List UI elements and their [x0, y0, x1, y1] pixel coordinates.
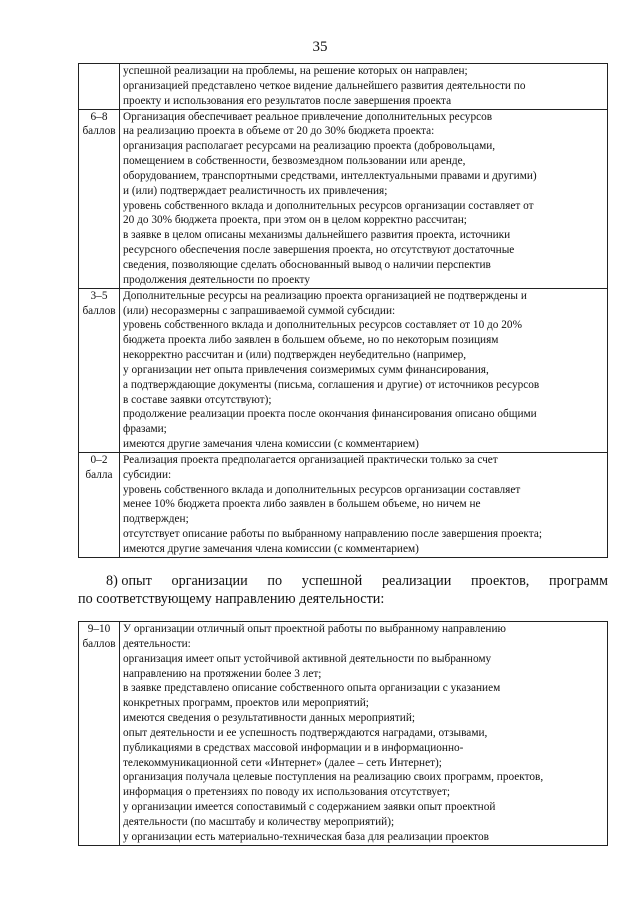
criteria-text-line: и (или) подтверждает реалистичность их привлечения; [123, 184, 388, 197]
criteria-text-line: имеются другие замечания члена комиссии (с комментарием) [123, 543, 419, 555]
criteria-text-line: на реализацию проекта в объеме от 20 до 30% бюджета проекта: [123, 125, 435, 138]
criteria-text-line: организация располагает ресурсами на реализацию проекта (добровольцами, [123, 140, 496, 153]
score-cell [79, 64, 120, 110]
criteria-description-cell [120, 109, 608, 288]
criteria-text-line: продолжения деятельности по проекту [123, 273, 310, 286]
criteria-text-line: уровень собственного вклада и дополнительных ресурсов организации составляет от [123, 199, 534, 212]
criteria-text-line: публикациями в средствах массовой информации и в информационно- [123, 741, 464, 754]
criteria-text-line: субсидии: [123, 468, 172, 481]
section-heading-word: по [267, 573, 283, 589]
criteria-text-line: в заявке представлено описание собственного опыта организации с указанием [123, 682, 501, 695]
criteria-text-line: ресурсного обеспечения после завершения проекта, но отсутствуют достаточные [123, 244, 515, 257]
criteria-row [79, 622, 608, 846]
criteria-text-line: информация о претензиях по поводу их использования отсутствует; [123, 786, 451, 799]
criteria-text-line: у организации есть материально-техническая база для реализации проектов [123, 830, 489, 843]
criteria-text-line: успешной реализации на проблемы, на решение которых он направлен; [123, 65, 468, 77]
section-heading-word: проектов, [471, 573, 530, 589]
criteria-text-line: 20 до 30% бюджета проекта, при этом он в целом корректно рассчитан; [123, 214, 467, 227]
criteria-text-line: подтвержден; [123, 513, 189, 526]
criteria-text-line: конкретных программ, проектов или мероприятий; [123, 697, 369, 710]
criteria-text-line: Организация обеспечивает реальное привлечение дополнительных ресурсов [123, 110, 493, 123]
criteria-text-line: сведения, позволяющие сделать обоснованный вывод о наличии перспектив [123, 258, 491, 271]
criteria-description-cell [120, 288, 608, 452]
score-text: баллов [82, 125, 116, 138]
criteria-text-line: (или) несоразмерны с запрашиваемой суммой субсидии: [123, 304, 396, 317]
criteria-description-cell [120, 64, 608, 110]
criteria-row [79, 288, 608, 452]
criteria-text-line: направлению на протяжении более 3 лет; [123, 667, 322, 680]
criteria-text-line: деятельности: [123, 637, 191, 650]
section-heading-word: реализации [381, 573, 452, 589]
criteria-text-line: организацией представлено четкое видение дальнейшего развития деятельности по [123, 79, 526, 92]
score-text: 0–2 [90, 453, 108, 466]
page-number: 35 [312, 39, 328, 55]
section-heading-line2: по соответствующему направлению деятельности: [78, 591, 385, 607]
score-cell [79, 622, 120, 846]
criteria-text-line: продолжение реализации проекта после окончания финансирования описано общими [123, 408, 537, 421]
criteria-text-line: фразами; [123, 423, 167, 436]
criteria-text-line: некорректно рассчитан и (или) подтвержден неубедительно (например, [123, 349, 467, 362]
criteria-text-line: уровень собственного вклада и дополнительных ресурсов составляет от 10 до 20% [123, 319, 522, 332]
criteria-description-cell [120, 622, 608, 846]
criteria-text-line: отсутствует описание работы по выбранному направлению после завершения проекта; [123, 528, 542, 541]
section-heading-word: 8) опыт [106, 573, 152, 589]
section-heading-line1 [78, 572, 608, 590]
section-heading-word: успешной [301, 573, 363, 589]
score-cell [79, 288, 120, 452]
criteria-text-line: организация имеет опыт устойчивой активной деятельности по выбранному [123, 652, 492, 665]
criteria-text-line: имеются сведения о результативности данных мероприятий; [123, 712, 416, 725]
score-text: 9–10 [87, 623, 111, 635]
criteria-text-line: организация получала целевые поступления на реализацию своих программ, проектов, [123, 771, 544, 784]
criteria-text-line: а подтверждающие документы (письма, соглашения и другие) от источников ресурсов [123, 378, 540, 391]
criteria-text-line: опыт деятельности и ее успешность подтверждаются наградами, отзывами, [123, 726, 488, 739]
score-text: 6–8 [90, 110, 108, 123]
criteria-text-line: оборудованием, транспортными средствами, интеллектуальными правами и другими) [123, 169, 537, 182]
score-cell [79, 109, 120, 288]
criteria-text-line: деятельности (по масштабу и количеству мероприятий); [123, 815, 395, 828]
criteria-text-line: уровень собственного вклада и дополнительных ресурсов организации составляет [123, 483, 521, 496]
criteria-text-line: У организации отличный опыт проектной работы по выбранному направлению [123, 623, 506, 635]
criteria-text-line: в заявке в целом описаны механизмы дальнейшего развития проекта, источники [123, 229, 511, 242]
criteria-text-line: проекту и использования его результатов после завершения проекта [123, 94, 452, 107]
section-heading-word: программ [549, 573, 608, 589]
criteria-row [79, 452, 608, 557]
criteria-text-line: у организации нет опыта привлечения соизмеримых сумм финансирования, [123, 363, 489, 376]
criteria-table-body [79, 64, 608, 558]
score-text: баллов [82, 304, 116, 317]
score-text: баллов [82, 637, 116, 650]
criteria-text-line: помещением в собственности, безвозмездном пользовании или аренде, [123, 155, 466, 168]
score-cell [79, 452, 120, 557]
criteria-text-line: у организации имеется сопоставимый с содержанием заявки опыт проектной [123, 801, 496, 814]
criteria-text-line: бюджета проекта либо заявлен в большем объеме, но по некоторым позициям [123, 334, 499, 347]
criteria-text-line: Реализация проекта предполагается организацией практически только за счет [123, 453, 498, 466]
criteria-text-line: менее 10% бюджета проекта либо заявлен в большем объеме, но ничем не [123, 498, 481, 511]
criteria-row [79, 109, 608, 288]
criteria-table-experience [78, 621, 608, 846]
criteria-text-line: в составе заявки отсутствуют); [123, 393, 272, 406]
criteria-text-line: Дополнительные ресурсы на реализацию проекта организацией не подтверждены и [123, 289, 527, 302]
criteria-table-resources [78, 63, 608, 558]
score-text: 3–5 [90, 289, 108, 302]
criteria-text-line: имеются другие замечания члена комиссии (с комментарием) [123, 438, 419, 451]
criteria-row [79, 64, 608, 110]
criteria-text-line: телекоммуникационной сети «Интернет» (далее – сеть Интернет); [123, 756, 442, 769]
criteria-description-cell [120, 452, 608, 557]
section-heading-word: организации [171, 573, 248, 589]
section-heading [78, 572, 608, 608]
criteria-table-body [79, 622, 608, 846]
score-text: балла [85, 468, 113, 481]
